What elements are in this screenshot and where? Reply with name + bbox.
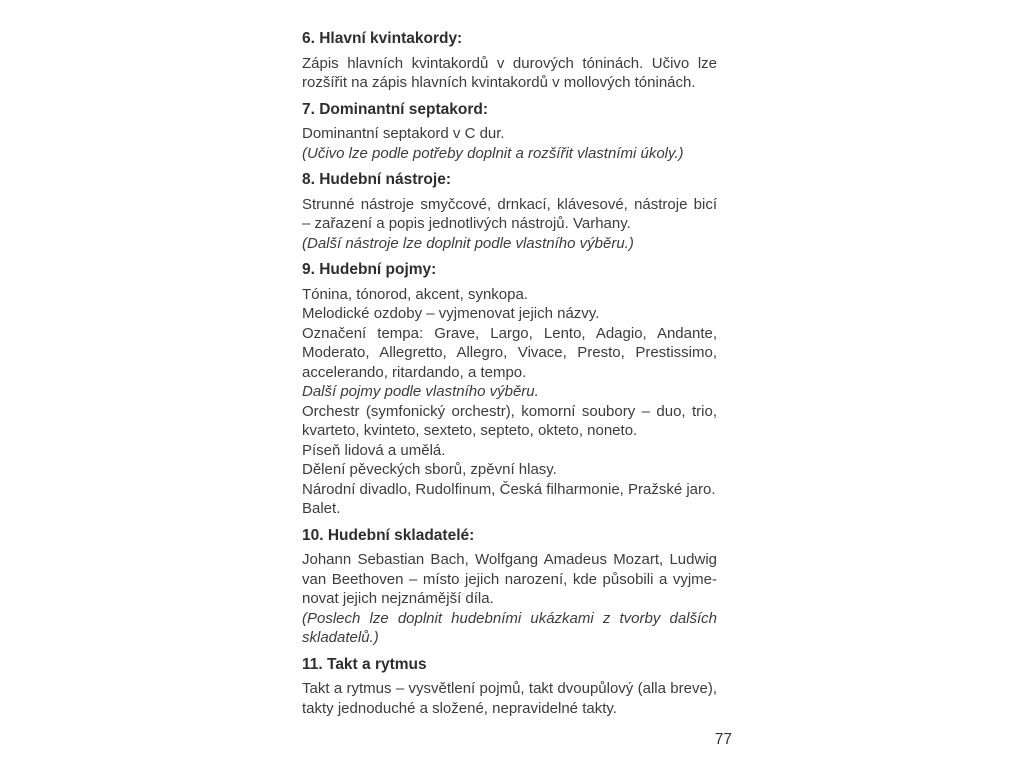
paragraph: Národní divadlo, Rudolfinum, Česká filharmonie, Pražské jaro. [302,480,716,498]
paragraph-note: (Další nástroje lze doplnit podle vlastního výběru.) [302,234,634,252]
page-number: 77 [714,731,732,748]
section-heading: 10. Hudební skladatelé: [302,526,475,544]
paragraph: Takt a rytmus – vysvětlení pojmů, takt dvoupůlový (alla breve), takty jednoduché a složené, nepravidelné takty. [302,680,717,717]
paragraph: Zápis hlavních kvintakordů v durových tóninách. Učivo lze rozšířit na zápis hlavních kvintakordů v mollových tóninách. [302,54,717,91]
section-heading: 7. Dominantní septakord: [302,100,489,118]
section-7-dominantni-septakord [302,100,717,164]
paragraph: Tónina, tónorod, akcent, synkopa. [302,285,528,303]
section-heading: 8. Hudební nástroje: [302,171,451,188]
paragraph: Dělení pěveckých sborů, zpěvní hlasy. [302,461,557,478]
paragraph-note: (Poslech lze doplnit hudebními ukázkami z tvorby dalších skladatelů.) [302,609,717,646]
paragraph: Označení tempa: Grave, Largo, Lento, Adagio, Andante, Moderato, Allegretto, Allegro, Vivace, Presto, Prestissimo, accelerando, ritardando, a tempo. [302,324,717,381]
paragraph: Balet. [302,500,341,517]
paragraph: Strunné nástroje smyčcové, drnkací, klávesové, nástroje bicí – zařazení a popis jednotlivých nástrojů. Varhany. [302,195,717,232]
paragraph: Píseň lidová a umělá. [302,441,446,459]
section-6-hlavni-kvintakordy [302,29,717,93]
paragraph: Orchestr (symfonický orchestr), komorní soubory – duo, trio, kvarteto, kvinteto, sexteto, septeto, okteto, noneto. [302,402,717,439]
paragraph-note: Další pojmy podle vlastního výběru. [302,383,539,400]
section-10-hudebni-skladatele [302,526,717,648]
section-heading: 11. Takt a rytmus [302,655,427,673]
paragraph: Johann Sebastian Bach, Wolfgang Amadeus Mozart, Ludwig van Beethoven – místo jejich narození, kde působili a vyjmenovat jejich nejznámější díla. [302,551,717,607]
section-9-hudebni-pojmy [302,260,717,519]
section-heading: 6. Hlavní kvintakordy: [302,30,463,47]
section-heading: 9. Hudební pojmy: [302,261,437,278]
paragraph: Dominantní septakord v C dur. [302,125,505,142]
paragraph: Melodické ozdoby – vyjmenovat jejich názvy. [302,305,600,322]
page-content [302,29,717,718]
section-11-takt-a-rytmus [302,655,717,719]
paragraph-note: (Učivo lze podle potřeby doplnit a rozšířit vlastními úkoly.) [302,144,684,162]
section-8-hudebni-nastroje [302,170,717,253]
